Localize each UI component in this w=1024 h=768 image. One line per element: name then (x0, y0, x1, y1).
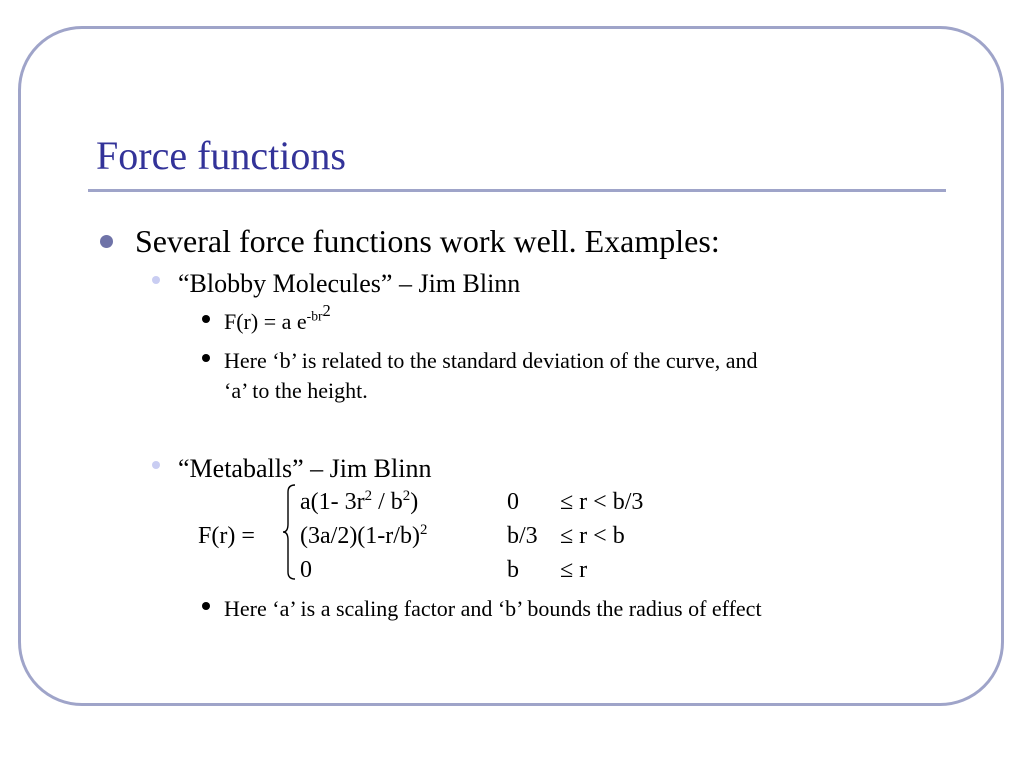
piecewise-row1-expression: a(1- $3r^2 / b^2$) (300, 487, 419, 515)
metaballs-note: Here ‘a’ is a scaling factor and ‘b’ bounds the radius of effect (224, 596, 762, 621)
piecewise-row3-expression: 0 (300, 557, 312, 583)
blobby-formula (224, 300, 331, 336)
blobby-formula-exponent: -br (306, 308, 323, 324)
piecewise-row2-condition-right: ≤ r < b (560, 523, 625, 549)
piecewise-row3-condition-left: b (507, 557, 519, 583)
blobby-note-line2: ‘a’ to the height. (224, 378, 368, 403)
piecewise-row1-condition-left: 0 (507, 489, 519, 515)
bullet-dot-level2 (152, 461, 160, 469)
bullet-several-force-functions: Several force functions work well. Examples: (135, 223, 720, 259)
bullet-dot-level2 (152, 276, 160, 284)
bullet-dot-level3 (202, 354, 210, 362)
piecewise-row1-condition-right: ≤ r < b/3 (560, 489, 644, 515)
piecewise-row3-condition-right: ≤ r (560, 557, 588, 583)
metaballs-lhs: F(r) = (198, 523, 255, 549)
title-underline (88, 189, 946, 192)
metaballs-heading: “Metaballs” – Jim Blinn (178, 454, 432, 483)
slide-title: Force functions (96, 133, 346, 178)
bullet-dot-level3 (202, 602, 210, 610)
bullet-dot-level3 (202, 315, 210, 323)
piecewise-brace (282, 484, 296, 580)
blobby-formula-base: F(r) = a e (224, 309, 307, 334)
bullet-dot-level1 (100, 235, 113, 248)
piecewise-row2-condition-left: b/3 (507, 523, 538, 549)
blobby-formula-exponent-power: 2 (322, 300, 331, 320)
blobby-note-line1: Here ‘b’ is related to the standard deviation of the curve, and (224, 348, 758, 373)
piecewise-row2-expression: $(3a/2)(1-r/b)^2$ (300, 521, 428, 549)
blobby-molecules-heading: “Blobby Molecules” – Jim Blinn (178, 269, 521, 298)
